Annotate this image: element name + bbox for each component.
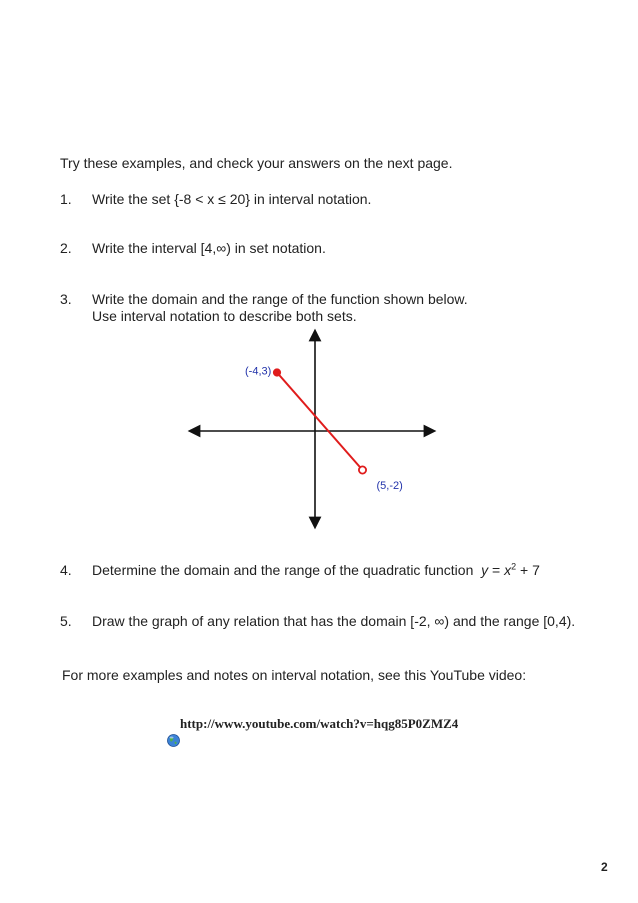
function-graph: [180, 325, 450, 535]
youtube-link[interactable]: http://www.youtube.com/watch?v=hqg85P0ZMZ4: [180, 716, 459, 731]
page-number: 2: [601, 860, 608, 874]
question-number: 3.: [60, 291, 72, 307]
question-text: Draw the graph of any relation that has the domain [-2, ∞) and the range [0,4).: [92, 613, 576, 629]
formula-rest: + 7: [516, 562, 540, 578]
question-text: Write the interval [4,∞) in set notation.: [92, 240, 326, 256]
intro-text: Try these examples, and check your answers on the next page.: [60, 155, 453, 171]
question-text-line2: Use interval notation to describe both sets.: [92, 308, 357, 324]
formula-equals: =: [488, 562, 505, 578]
formula-y: y: [481, 562, 489, 578]
question-number: 4.: [60, 562, 72, 578]
formula-x: x: [504, 562, 512, 578]
end-point-label: (5,-2): [376, 480, 403, 492]
formula-exponent: 2: [511, 561, 517, 572]
question-number: 5.: [60, 613, 72, 629]
question-text: Write the domain and the range of the function shown below.: [92, 291, 468, 307]
question-text: [92, 562, 540, 579]
question-number: 1.: [60, 191, 72, 207]
question-text: Write the set {-8 < x ≤ 20} in interval notation.: [92, 191, 372, 207]
open-endpoint: [359, 466, 366, 473]
closed-endpoint: [273, 369, 280, 376]
start-point-label: (-4,3): [245, 365, 272, 378]
function-segment: [277, 373, 363, 471]
globe-icon[interactable]: [167, 734, 180, 752]
more-info-text: For more examples and notes on interval notation, see this YouTube video:: [62, 667, 527, 683]
question-text-main: Determine the domain and the range of the quadratic function: [92, 562, 474, 578]
question-number: 2.: [60, 240, 72, 256]
